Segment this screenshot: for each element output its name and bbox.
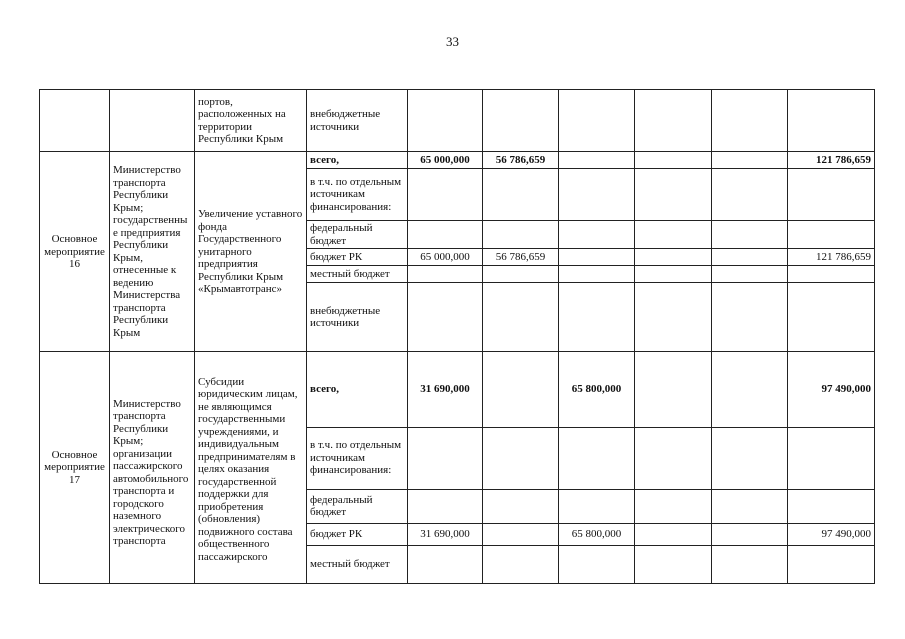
value-cell: [408, 545, 483, 583]
source-cell: федеральный бюджет: [307, 221, 408, 249]
description-cell: Увеличение уставного фонда Государственного унитарного предприятия Республики Крым «Крымавтотранс»: [195, 152, 307, 352]
value-cell: [712, 249, 788, 266]
value-cell: [559, 152, 635, 169]
source-cell: в т.ч. по отдельным источникам финансирования:: [307, 427, 408, 489]
value-cell: [483, 266, 559, 283]
value-cell: [635, 352, 712, 427]
source-cell: внебюджетные источники: [307, 90, 408, 152]
value-cell: [559, 169, 635, 221]
source-cell: всего,: [307, 152, 408, 169]
value-cell: [483, 90, 559, 152]
value-cell: [712, 545, 788, 583]
total-cell: [788, 489, 875, 523]
value-cell: 31 690,000: [408, 352, 483, 427]
value-cell: [483, 523, 559, 545]
value-cell: [635, 90, 712, 152]
value-cell: 65 800,000: [559, 352, 635, 427]
value-cell: [408, 90, 483, 152]
value-cell: [559, 249, 635, 266]
source-cell: внебюджетные источники: [307, 283, 408, 352]
value-cell: [483, 169, 559, 221]
event-cell: [40, 90, 110, 152]
total-cell: [788, 266, 875, 283]
value-cell: 65 000,000: [408, 152, 483, 169]
source-cell: бюджет РК: [307, 523, 408, 545]
value-cell: [635, 266, 712, 283]
value-cell: [408, 283, 483, 352]
value-cell: [483, 489, 559, 523]
value-cell: [712, 283, 788, 352]
value-cell: [559, 283, 635, 352]
value-cell: [635, 169, 712, 221]
value-cell: [635, 152, 712, 169]
total-cell: [788, 169, 875, 221]
total-cell: 97 490,000: [788, 523, 875, 545]
value-cell: [559, 266, 635, 283]
value-cell: [635, 489, 712, 523]
value-cell: [408, 266, 483, 283]
value-cell: [559, 489, 635, 523]
table-row: [40, 152, 875, 169]
value-cell: [712, 90, 788, 152]
value-cell: 31 690,000: [408, 523, 483, 545]
value-cell: 65 000,000: [408, 249, 483, 266]
value-cell: [408, 221, 483, 249]
value-cell: [712, 352, 788, 427]
value-cell: [483, 427, 559, 489]
total-cell: [788, 545, 875, 583]
total-cell: 121 786,659: [788, 152, 875, 169]
source-cell: федеральный бюджет: [307, 489, 408, 523]
executor-cell: Министерство транспорта Республики Крым; государственные предприятия Республики Крым, отнесенные к ведению Министерства транспорта Республики Крым: [110, 152, 195, 352]
value-cell: [635, 523, 712, 545]
event-name: Основное мероприятие 16: [40, 152, 110, 352]
source-cell: всего,: [307, 352, 408, 427]
value-cell: [635, 545, 712, 583]
value-cell: [712, 489, 788, 523]
total-cell: [788, 221, 875, 249]
value-cell: [712, 152, 788, 169]
table-row: [40, 352, 875, 427]
total-cell: 121 786,659: [788, 249, 875, 266]
value-cell: [483, 352, 559, 427]
value-cell: [559, 427, 635, 489]
source-cell: в т.ч. по отдельным источникам финансирования:: [307, 169, 408, 221]
description-cell: Субсидии юридическим лицам, не являющимся государственными учреждениями, и индивидуальным предпринимателям в целях оказания государственной поддержки для приобретения (обновления) подвижного состава общественного пассажирского: [195, 352, 307, 584]
value-cell: [712, 266, 788, 283]
total-cell: 97 490,000: [788, 352, 875, 427]
total-cell: [788, 283, 875, 352]
value-cell: [712, 523, 788, 545]
source-cell: бюджет РК: [307, 249, 408, 266]
description-cell: портов, расположенных на территории Республики Крым: [195, 90, 307, 152]
table-row: [40, 90, 875, 152]
value-cell: 56 786,659: [483, 152, 559, 169]
value-cell: [712, 221, 788, 249]
source-cell: местный бюджет: [307, 545, 408, 583]
budget-table: [39, 89, 875, 584]
value-cell: 65 800,000: [559, 523, 635, 545]
value-cell: [712, 169, 788, 221]
value-cell: [483, 545, 559, 583]
value-cell: [408, 489, 483, 523]
value-cell: [712, 427, 788, 489]
value-cell: [635, 427, 712, 489]
total-cell: [788, 427, 875, 489]
source-cell: местный бюджет: [307, 266, 408, 283]
value-cell: [559, 221, 635, 249]
value-cell: [408, 427, 483, 489]
value-cell: [483, 283, 559, 352]
value-cell: [635, 249, 712, 266]
total-cell: [788, 90, 875, 152]
value-cell: [559, 545, 635, 583]
value-cell: [408, 169, 483, 221]
value-cell: [483, 221, 559, 249]
value-cell: [635, 221, 712, 249]
value-cell: [559, 90, 635, 152]
value-cell: 56 786,659: [483, 249, 559, 266]
executor-cell: [110, 90, 195, 152]
page-number: 33: [446, 34, 459, 49]
executor-cell: Министерство транспорта Республики Крым; организации пассажирского автомобильного транспорта и городского наземного электрического транспорта: [110, 352, 195, 584]
value-cell: [635, 283, 712, 352]
event-name: Основное мероприятие 17: [40, 352, 110, 584]
